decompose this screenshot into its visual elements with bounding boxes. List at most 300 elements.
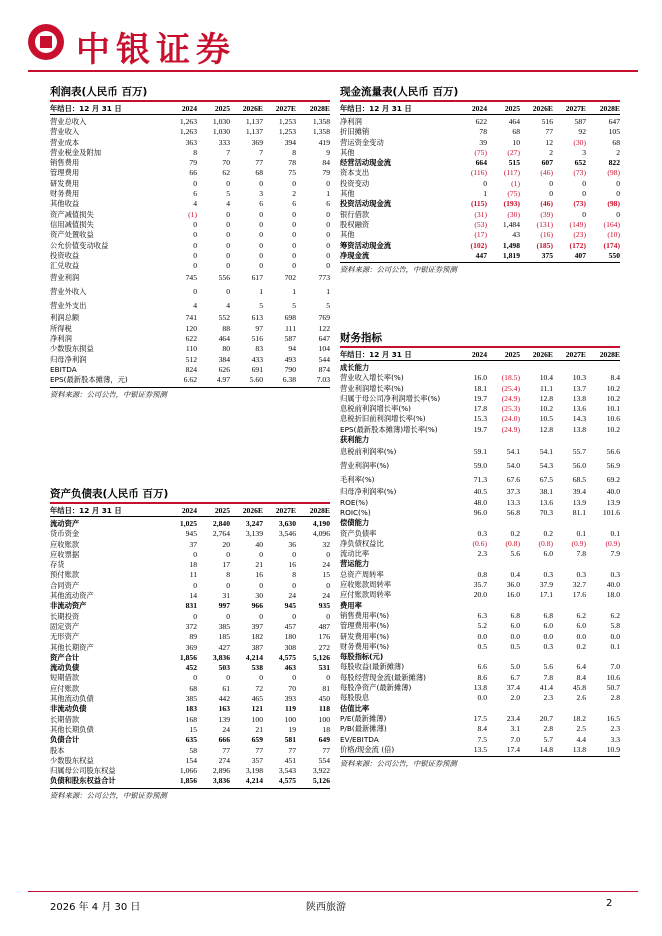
row-value: 13.8 [473, 683, 487, 693]
row-value: 8.4 [576, 672, 586, 682]
row-value: 452 [185, 663, 197, 673]
row-value: (46) [540, 199, 553, 209]
row-label: 净利润 [340, 117, 362, 126]
row-value: 6 [259, 199, 263, 209]
row-value: 5 [226, 189, 230, 199]
row-value: 0 [193, 673, 197, 683]
row-value: 68 [189, 683, 197, 693]
row-value: 0 [292, 240, 296, 250]
table-row [50, 776, 330, 786]
row-value: (18.5) [501, 373, 520, 383]
table-row [50, 158, 330, 168]
table-row [50, 271, 330, 285]
table-row [340, 425, 620, 435]
row-label: 归母净利润率(%) [340, 487, 397, 497]
row-value [520, 704, 553, 714]
table-row [50, 673, 330, 683]
row-value: 16 [288, 560, 296, 570]
header-year: 2027E [275, 104, 296, 113]
row-label: 投资收益 [50, 250, 80, 260]
row-label: ROE(%) [340, 497, 369, 507]
row-label: 每股收益(最新摊薄) [340, 662, 405, 672]
row-value: 10.3 [572, 373, 586, 383]
row-value [487, 559, 520, 569]
row-value: (0.6) [472, 538, 487, 548]
row-value: 59.1 [473, 447, 487, 457]
header-label: 年结日：12 月 31 日 [50, 506, 122, 515]
table-row [50, 313, 330, 323]
row-label: 存货 [50, 560, 65, 570]
row-value: 0 [292, 580, 296, 590]
header-label: 年结日：12 月 31 日 [50, 104, 122, 113]
row-label: 净利润 [50, 334, 72, 344]
row-value: (1) [511, 178, 520, 188]
row-value: 4 [193, 199, 197, 209]
row-value: 40 [255, 539, 263, 549]
table-header-row [50, 102, 330, 115]
row-value: 20.0 [473, 590, 487, 600]
table-row [340, 117, 620, 127]
row-value: (131) [536, 219, 553, 229]
table-row [50, 199, 330, 209]
row-value: (24.9) [501, 393, 520, 403]
row-value: 1,263 [179, 117, 197, 126]
row-value: 652 [574, 158, 586, 168]
row-value: 118 [319, 704, 330, 714]
table-row [50, 632, 330, 642]
row-value: 544 [318, 354, 330, 364]
row-value: 66 [189, 168, 197, 178]
table-row [340, 601, 620, 611]
row-value: 0.0 [477, 631, 487, 641]
row-value: 0 [326, 209, 330, 219]
row-value: 100 [251, 714, 263, 724]
row-value: (1) [188, 209, 197, 219]
row-label: 营业外支出 [50, 301, 87, 311]
row-value: 515 [508, 158, 520, 168]
row-value: (98) [607, 199, 620, 209]
row-value: 10.2 [539, 404, 553, 414]
row-label: 管理费用 [50, 168, 80, 178]
row-value: 37.9 [539, 580, 553, 590]
table-row [50, 684, 330, 694]
row-label: 成长能力 [340, 363, 370, 372]
row-value: 16 [255, 570, 263, 580]
row-label: 货币资金 [50, 529, 80, 539]
row-label: 资产合计 [50, 652, 80, 662]
table-row [340, 394, 620, 404]
row-value: 4,214 [245, 652, 263, 662]
row-value [586, 435, 620, 445]
row-value: 5.60 [249, 375, 263, 385]
row-value: 581 [284, 735, 296, 745]
row-value: 0 [326, 250, 330, 260]
row-value: 10.4 [539, 373, 553, 383]
row-value: 2 [549, 147, 553, 157]
row-value: 17.5 [473, 713, 487, 723]
row-value: 7.8 [576, 549, 586, 559]
row-value: 0 [326, 261, 330, 271]
row-value: (149) [569, 219, 586, 229]
table-row [50, 591, 330, 601]
row-value: 4.97 [216, 375, 230, 385]
row-value: 77 [288, 745, 296, 755]
table-row [50, 285, 330, 299]
row-value: 18.0 [606, 590, 620, 600]
row-value: 966 [251, 601, 263, 611]
row-value: 5,126 [312, 776, 330, 786]
row-value: 5 [292, 301, 296, 311]
income-statement [50, 84, 330, 400]
row-value: 6 [292, 199, 296, 209]
row-value: 122 [318, 323, 330, 333]
row-value: 21 [255, 724, 263, 734]
row-value: 666 [218, 735, 230, 745]
row-value: 741 [185, 313, 197, 323]
row-label: 经营活动现金流 [340, 158, 392, 168]
row-value: 4,575 [278, 776, 296, 786]
row-value: 773 [318, 273, 330, 283]
row-value: 372 [185, 621, 197, 631]
row-value: 538 [251, 663, 263, 673]
row-value: 1,263 [179, 127, 197, 137]
row-label: 营业利润 [50, 273, 80, 283]
row-label: 销售费用 [50, 158, 80, 168]
table-row [50, 529, 330, 539]
row-value: 32.7 [572, 580, 586, 590]
row-value: 6.6 [477, 662, 487, 672]
row-label: 固定资产 [50, 621, 80, 631]
income-table [50, 102, 330, 386]
table-row [50, 570, 330, 580]
row-value: 369 [251, 137, 263, 147]
row-value: 61 [222, 683, 230, 693]
row-value: 0 [193, 261, 197, 271]
table-row [340, 459, 620, 473]
row-value: 31 [222, 591, 230, 601]
row-value: 71.3 [473, 475, 487, 485]
table-row [340, 529, 620, 539]
row-value: (73) [573, 199, 586, 209]
row-value: 48.0 [473, 497, 487, 507]
row-value: 450 [318, 694, 330, 704]
row-value: (16) [540, 230, 553, 240]
row-value: 698 [284, 313, 296, 323]
row-value: 77 [222, 745, 230, 755]
row-label: 研发费用率(%) [340, 631, 390, 641]
row-label: 筹资活动现金流 [340, 240, 392, 250]
row-value: 94 [288, 344, 296, 354]
row-value: 16.0 [506, 590, 520, 600]
row-value: 30 [255, 591, 263, 601]
table-row [50, 344, 330, 354]
header-year: 2028E [309, 104, 330, 113]
row-value: 18.1 [473, 383, 487, 393]
row-value: 0 [326, 219, 330, 229]
row-label: 其他长期负债 [50, 724, 94, 734]
row-label: 偿债能力 [340, 518, 370, 528]
row-label: 银行借款 [340, 209, 370, 219]
row-label: 营运资金变动 [340, 137, 384, 147]
table-row [340, 179, 620, 189]
table-row [340, 673, 620, 683]
row-value: 68 [512, 127, 520, 137]
row-value: 8.6 [477, 672, 487, 682]
row-value: 0 [259, 611, 263, 621]
row-value: 1,856 [179, 776, 197, 786]
row-value: 72 [255, 683, 263, 693]
row-value: 407 [574, 250, 586, 260]
row-value: 1,066 [179, 766, 197, 776]
row-value [487, 601, 520, 611]
row-value: 0 [226, 209, 230, 219]
row-label: 净现金流 [340, 250, 370, 260]
row-label: 负债和股东权益合计 [50, 776, 116, 786]
row-value: 1,025 [179, 519, 197, 528]
row-value [520, 601, 553, 611]
row-value: 0 [226, 549, 230, 559]
row-value: 0.2 [510, 528, 520, 538]
row-value: 0 [292, 219, 296, 229]
row-label: 信用减值损失 [50, 219, 94, 229]
row-label: 息税前利润增长率(%) [340, 404, 412, 414]
table-row [50, 704, 330, 714]
row-value: 1,137 [245, 127, 263, 137]
row-value: 54.3 [539, 461, 553, 471]
table-row [340, 158, 620, 168]
header-year: 2025 [504, 350, 520, 359]
row-value: 32 [322, 539, 330, 549]
row-value: 3,247 [245, 519, 263, 528]
row-value: 4,214 [245, 776, 263, 786]
row-value: 691 [251, 364, 263, 374]
row-value: 68 [612, 137, 620, 147]
table-row [50, 355, 330, 365]
table-row [340, 539, 620, 549]
row-value: 503 [218, 663, 230, 673]
row-value: 463 [284, 663, 296, 673]
row-value: 1,358 [312, 117, 330, 126]
row-value: 0 [326, 230, 330, 240]
row-label: 公允价值变动收益 [50, 240, 109, 250]
row-label: 流动负债 [50, 663, 80, 673]
row-value: 0.0 [477, 693, 487, 703]
row-value: 84 [322, 158, 330, 168]
header-year: 2027E [275, 506, 296, 515]
row-value: 0 [582, 189, 586, 199]
row-value: 0 [326, 580, 330, 590]
row-value: 5 [259, 301, 263, 311]
row-label: 应收账款 [50, 539, 80, 549]
brand-name: 中银证券 [76, 30, 236, 70]
row-value: 19.7 [473, 393, 487, 403]
table-row [340, 127, 620, 137]
footer-company: 陕西旅游 [306, 902, 346, 913]
row-value: 7.5 [477, 734, 487, 744]
row-value: 0 [326, 611, 330, 621]
table-row [50, 643, 330, 653]
row-value: 19.7 [473, 424, 487, 434]
row-label: EV/EBITDA [340, 734, 379, 744]
row-value: 40.0 [606, 580, 620, 590]
row-value: 79 [322, 168, 330, 178]
row-label: 营业利润率(%) [340, 461, 390, 471]
row-value: 997 [218, 601, 230, 611]
table-row [50, 117, 330, 127]
row-value: 0 [226, 219, 230, 229]
row-value: 24 [288, 591, 296, 601]
row-value: 0.0 [510, 631, 520, 641]
row-value: 92 [578, 127, 586, 137]
row-label: 资产处置收益 [50, 230, 94, 240]
row-value: 8.4 [477, 724, 487, 734]
row-label: P/B(最新摊薄) [340, 724, 387, 734]
row-value: (10) [607, 230, 620, 240]
row-value: (23) [573, 230, 586, 240]
row-value: 41.4 [539, 683, 553, 693]
row-label: 长期借款 [50, 714, 80, 724]
table-row [50, 746, 330, 756]
table-row [340, 518, 620, 528]
row-value: 0 [193, 549, 197, 559]
row-value: 6.62 [183, 375, 197, 385]
row-value: 2.8 [610, 693, 620, 703]
row-value: 78 [288, 158, 296, 168]
table-row [340, 363, 620, 373]
row-label: 息税前利润率(%) [340, 447, 397, 457]
row-label: 价格/现金流 (倍) [340, 744, 395, 754]
balance-source: 资料来源：公司公告，中银证券预测 [50, 788, 330, 801]
row-label: 应收账款周转率 [340, 580, 392, 590]
row-value: 5,126 [312, 652, 330, 662]
row-label: 资产负债率 [340, 528, 377, 538]
row-value: 1 [259, 287, 263, 297]
row-value: 531 [318, 663, 330, 673]
row-value: 8 [292, 147, 296, 157]
row-label: 财务费用 [50, 189, 80, 199]
row-value: 1,253 [278, 127, 296, 137]
row-value: 664 [475, 158, 487, 168]
row-value [586, 704, 620, 714]
table-row [340, 570, 620, 580]
row-value: 83 [255, 344, 263, 354]
row-value: 17.6 [572, 590, 586, 600]
row-value: 14.3 [572, 414, 586, 424]
row-value: 75 [288, 168, 296, 178]
row-value: 97 [255, 323, 263, 333]
row-value: 7 [259, 147, 263, 157]
row-value: 13.6 [539, 497, 553, 507]
row-value: 12 [545, 137, 553, 147]
row-value: 37.3 [506, 487, 520, 497]
row-value: 6.0 [510, 621, 520, 631]
table-row [50, 299, 330, 313]
row-label: 应付账款 [50, 683, 80, 693]
row-value: 7.9 [610, 549, 620, 559]
row-value: 67.5 [539, 475, 553, 485]
table-row [50, 612, 330, 622]
balance-table [50, 504, 330, 787]
row-value: 0 [326, 240, 330, 250]
row-label: 所得税 [50, 323, 72, 333]
table-row [50, 519, 330, 529]
row-value: 5.8 [610, 621, 620, 631]
row-value: 69.2 [606, 475, 620, 485]
row-label: 财务费用率(%) [340, 641, 390, 651]
table-row [340, 445, 620, 459]
row-value: 0 [326, 178, 330, 188]
row-value: 39 [479, 137, 487, 147]
row-value: 121 [251, 704, 263, 714]
row-label: 投资活动现金流 [340, 199, 392, 209]
row-value: 10 [512, 137, 520, 147]
row-value: 36.0 [506, 580, 520, 590]
row-value: 1,030 [212, 117, 230, 126]
row-label: 投资变动 [340, 178, 370, 188]
row-value [553, 704, 586, 714]
table-header-row [340, 102, 620, 115]
row-value: 104 [318, 344, 330, 354]
header-year: 2028E [309, 506, 330, 515]
row-value: 0 [226, 580, 230, 590]
row-value: 394 [284, 137, 296, 147]
row-value: 12.8 [539, 424, 553, 434]
row-value: 17 [222, 560, 230, 570]
footer-divider [28, 891, 638, 892]
table-row [340, 251, 620, 261]
row-value: 0 [326, 673, 330, 683]
row-label: 合同资产 [50, 580, 80, 590]
row-label: 总资产周转率 [340, 569, 384, 579]
row-value: (0.8) [538, 538, 553, 548]
row-value: 397 [251, 621, 263, 631]
table-row [50, 168, 330, 178]
row-value [454, 704, 487, 714]
row-value [586, 652, 620, 662]
row-value: 19 [288, 724, 296, 734]
row-value: 6.0 [576, 621, 586, 631]
row-value: 613 [251, 313, 263, 323]
table-row [340, 580, 620, 590]
row-value: 3,198 [245, 766, 263, 776]
row-value: 70 [288, 683, 296, 693]
row-value [586, 601, 620, 611]
row-value: 3,922 [312, 766, 330, 776]
row-value: 516 [251, 334, 263, 344]
row-value: 0.3 [610, 569, 620, 579]
row-value: 59.0 [473, 461, 487, 471]
row-label: EPS(最新股本摊薄)增长率(%) [340, 424, 438, 434]
row-value: 385 [185, 694, 197, 704]
row-value: 37 [189, 539, 197, 549]
row-value [553, 601, 586, 611]
row-value: 4,190 [312, 519, 330, 528]
row-value: 4,096 [312, 529, 330, 539]
row-value: 139 [218, 714, 230, 724]
table-row [340, 704, 620, 714]
row-value: 7.0 [610, 662, 620, 672]
row-value: 831 [185, 601, 197, 611]
row-value: 622 [185, 334, 197, 344]
table-row [340, 168, 620, 178]
row-value: 333 [218, 137, 230, 147]
row-value: 11.1 [539, 383, 553, 393]
row-value: 163 [218, 704, 230, 714]
row-value: 822 [608, 158, 620, 168]
balance-sheet [50, 486, 330, 801]
row-label: 其他流动资产 [50, 591, 94, 601]
header-year: 2024 [181, 104, 197, 113]
